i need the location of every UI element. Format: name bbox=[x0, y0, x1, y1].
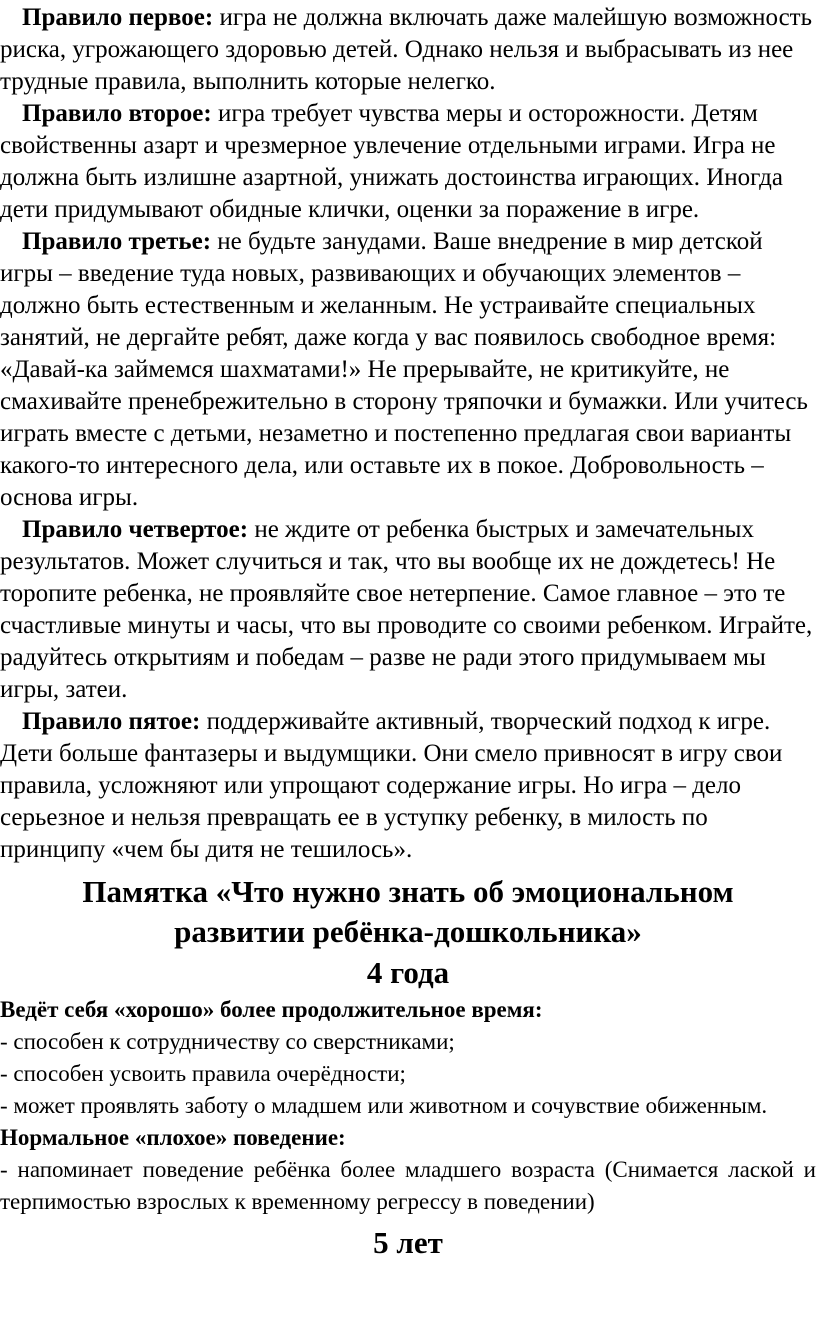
rule-3-text: не будьте занудами. Ваше внедрение в мир детской игры – введение туда новых, развивающих и обучающих элементов – должно быть естественным и желанным. Не устраивайте специальных занятий, не дергайте ребят, даже когда у вас появилось свободное время: «Давай-ка займемся шахматами!» Не прерывайте, не критикуйте, не смахивайте пренебрежительно в сторону тряпочки и бумажки. Или учитесь играть вместе с детьми, незаметно и постепенно предлагая свои варианты какого-то интересного дела, или оставьте их в покое. Добровольность – основа игры. bbox=[0, 228, 808, 511]
good-behavior-heading: Ведёт себя «хорошо» более продолжительное время: bbox=[0, 997, 543, 1022]
bad-behavior-item: - напоминает поведение ребёнка более младшего возраста (Снимается лаской и терпимостью взрослых к временному регрессу в поведении) bbox=[0, 1157, 816, 1214]
rule-1-title: Правило первое: bbox=[22, 4, 214, 31]
rule-2 bbox=[0, 98, 816, 226]
rule-4 bbox=[0, 514, 816, 706]
memo-title-line-2: развитии ребёнка-дошкольника» bbox=[174, 914, 642, 949]
bad-behavior-heading: Нормальное «плохое» поведение: bbox=[0, 1125, 346, 1150]
rule-1 bbox=[0, 2, 816, 98]
rule-5-text: поддерживайте активный, творческий подход к игре. Дети больше фантазеры и выдумщики. Они смело привносят в игру свои правила, усложняют или упрощают содержание игры. Но игра – дело серьезное и нельзя превращать ее в уступку ребенку, в милость по принципу «чем бы дитя не тешилось». bbox=[0, 708, 783, 863]
rule-5 bbox=[0, 706, 816, 866]
rule-1-text: игра не должна включать даже малейшую возможность риска, угрожающего здоровью детей. Однако нельзя и выбрасывать из нее трудные правила, выполнить которые нелегко. bbox=[0, 4, 813, 95]
rule-2-text: игра требует чувства меры и осторожности. Детям свойственны азарт и чрезмерное увлечение отдельными играми. Игра не должна быть излишне азартной, унижать достоинства играющих. Иногда дети придумывают обидные клички, оценки за поражение в игре. bbox=[0, 100, 783, 223]
good-behavior-item: - может проявлять заботу о младшем или животном и сочувствие обиженным. bbox=[0, 1093, 768, 1118]
memo-title bbox=[0, 872, 816, 952]
rule-4-text: не ждите от ребенка быстрых и замечательных результатов. Может случиться и так, что вы вообще их не дождетесь! Не торопите ребенка, не проявляйте свое нетерпение. Самое главное – это те счастливые минуты и часы, что вы проводите со своими ребенком. Играйте, радуйтесь открытиям и победам – разве не ради этого придумываем мы игры, затеи. bbox=[0, 516, 813, 703]
memo-title-line-1: Памятка «Что нужно знать об эмоциональном bbox=[82, 874, 734, 909]
rule-2-title: Правило вторoе: bbox=[22, 100, 212, 127]
good-behavior-item: - способен усвоить правила очерёдности; bbox=[0, 1061, 406, 1086]
rule-3-title: Правило третье: bbox=[22, 228, 212, 255]
age-heading-5: 5 лет bbox=[373, 1225, 443, 1260]
rule-4-title: Правило четвертое: bbox=[22, 516, 249, 543]
rule-3 bbox=[0, 226, 816, 514]
rule-5-title: Правило пятое: bbox=[22, 708, 201, 735]
good-behavior-item: - способен к сотрудничеству со сверстниками; bbox=[0, 1029, 455, 1054]
age-heading-4: 4 года bbox=[366, 955, 450, 990]
